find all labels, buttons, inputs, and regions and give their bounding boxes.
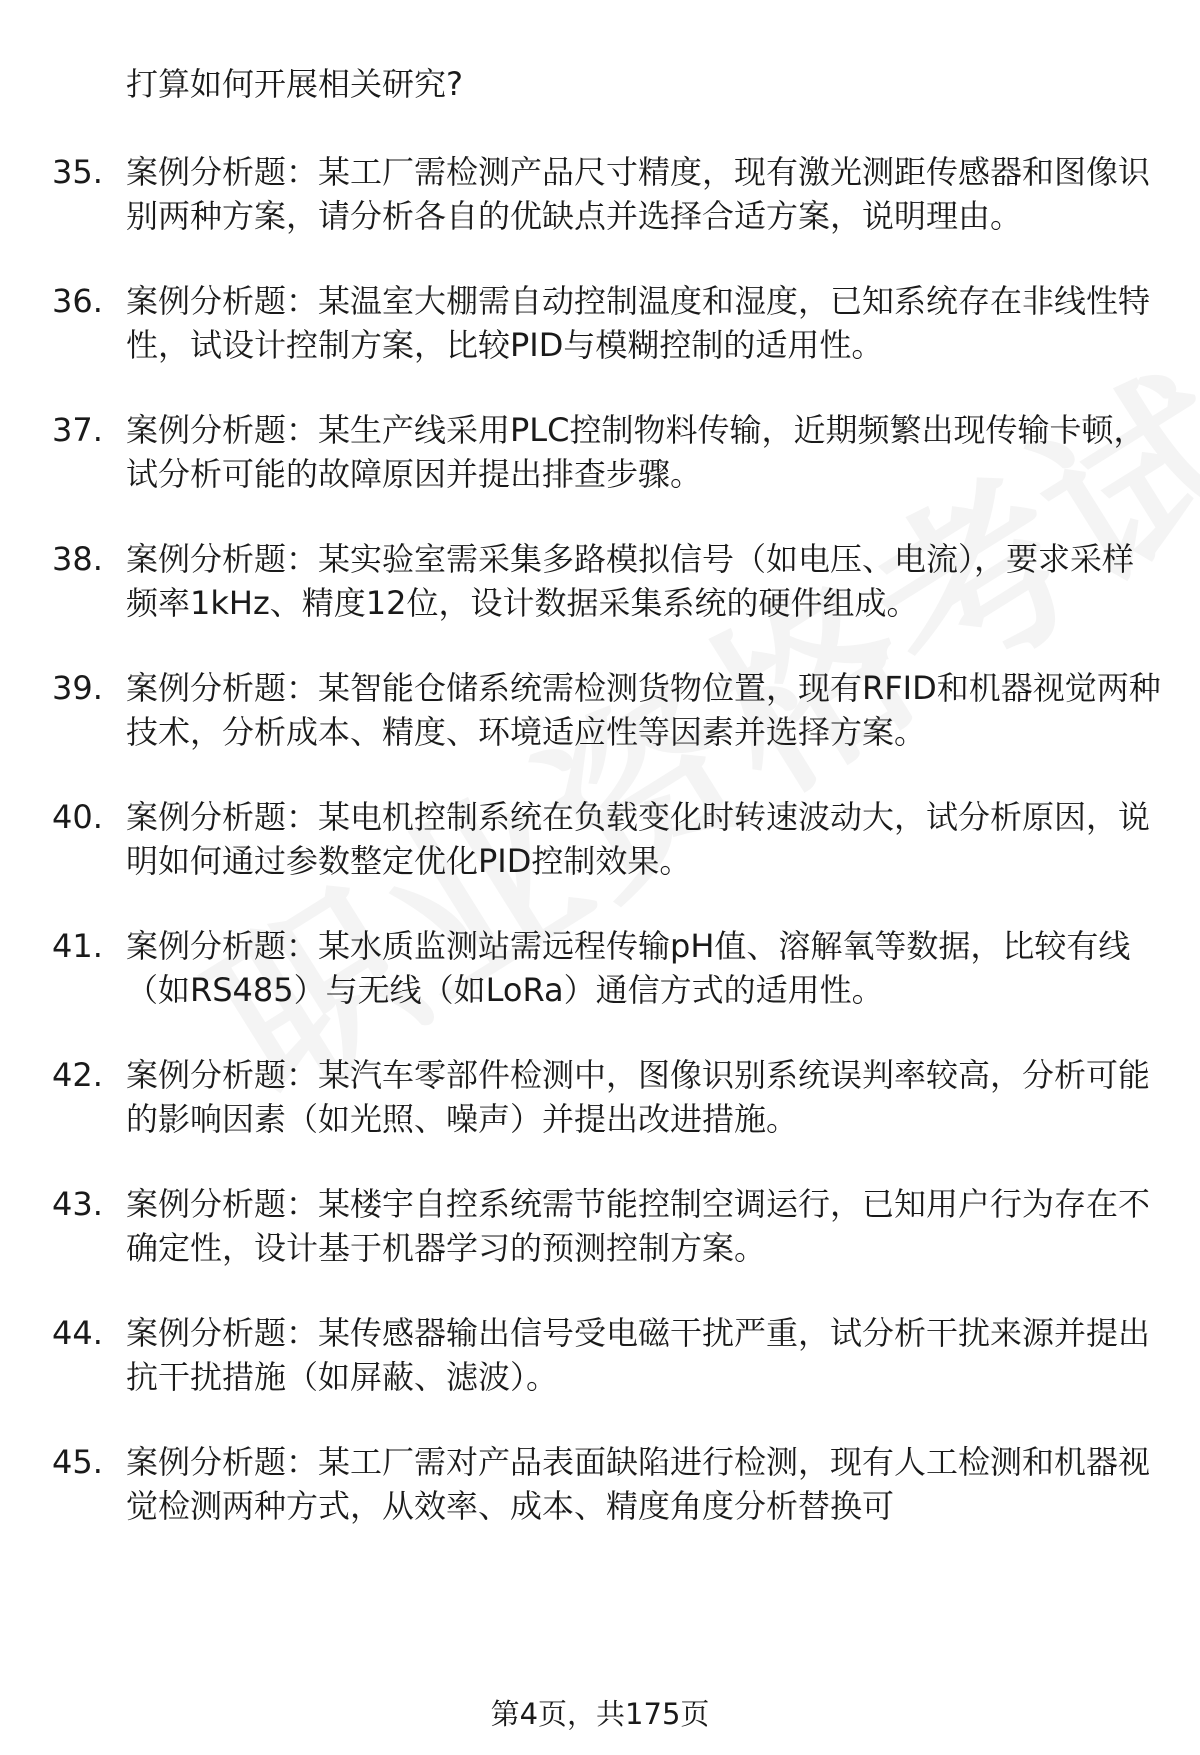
question-number: 37. — [52, 411, 103, 449]
question-number: 41. — [52, 927, 103, 965]
question-item — [52, 408, 1162, 496]
question-text: 案例分析题：某生产线采用PLC控制物料传输，近期频繁出现传输卡顿，试分析可能的故障原因并提出排查步骤。 — [126, 411, 1146, 493]
question-item — [52, 795, 1162, 883]
question-text: 案例分析题：某楼宇自控系统需节能控制空调运行，已知用户行为存在不确定性，设计基于机器学习的预测控制方案。 — [126, 1185, 1151, 1267]
question-text: 案例分析题：某传感器输出信号受电磁干扰严重，试分析干扰来源并提出抗干扰措施（如屏蔽、滤波）。 — [126, 1314, 1151, 1396]
question-item — [52, 1440, 1162, 1528]
question-number: 45. — [52, 1443, 103, 1481]
question-item — [52, 537, 1162, 625]
question-item — [52, 924, 1162, 1012]
question-text: 案例分析题：某智能仓储系统需检测货物位置，现有RFID和机器视觉两种技术，分析成本、精度、环境适应性等因素并选择方案。 — [126, 669, 1161, 751]
question-number: 36. — [52, 282, 103, 320]
question-item — [52, 1311, 1162, 1399]
question-list — [52, 150, 1162, 1569]
page-footer: 第4页，共175页 — [490, 1697, 710, 1731]
question-text: 案例分析题：某工厂需对产品表面缺陷进行检测，现有人工检测和机器视觉检测两种方式，从效率、成本、精度角度分析替换可 — [126, 1443, 1151, 1525]
question-item — [52, 279, 1162, 367]
question-item — [52, 150, 1162, 238]
question-number: 43. — [52, 1185, 103, 1223]
question-text: 案例分析题：某汽车零部件检测中，图像识别系统误判率较高，分析可能的影响因素（如光照、噪声）并提出改进措施。 — [126, 1056, 1151, 1138]
question-text: 案例分析题：某实验室需采集多路模拟信号（如电压、电流），要求采样频率1kHz、精度12位，设计数据采集系统的硬件组成。 — [126, 540, 1135, 622]
question-number: 35. — [52, 153, 103, 191]
question-item — [52, 1182, 1162, 1270]
question-text: 案例分析题：某温室大棚需自动控制温度和湿度，已知系统存在非线性特性，试设计控制方案，比较PID与模糊控制的适用性。 — [126, 282, 1151, 364]
question-text: 案例分析题：某工厂需检测产品尺寸精度，现有激光测距传感器和图像识别两种方案，请分析各自的优缺点并选择合适方案，说明理由。 — [126, 153, 1151, 235]
question-item — [52, 666, 1162, 754]
question-number: 42. — [52, 1056, 103, 1094]
question-number: 44. — [52, 1314, 103, 1352]
question-text: 案例分析题：某水质监测站需远程传输pH值、溶解氧等数据，比较有线（如RS485）与无线（如LoRa）通信方式的适用性。 — [126, 927, 1131, 1009]
question-text: 案例分析题：某电机控制系统在负载变化时转速波动大，试分析原因，说明如何通过参数整定优化PID控制效果。 — [126, 798, 1151, 880]
question-number: 39. — [52, 669, 103, 707]
question-number: 38. — [52, 540, 103, 578]
question-item — [52, 1053, 1162, 1141]
continued-text: 打算如何开展相关研究? — [126, 65, 463, 103]
question-number: 40. — [52, 798, 103, 836]
